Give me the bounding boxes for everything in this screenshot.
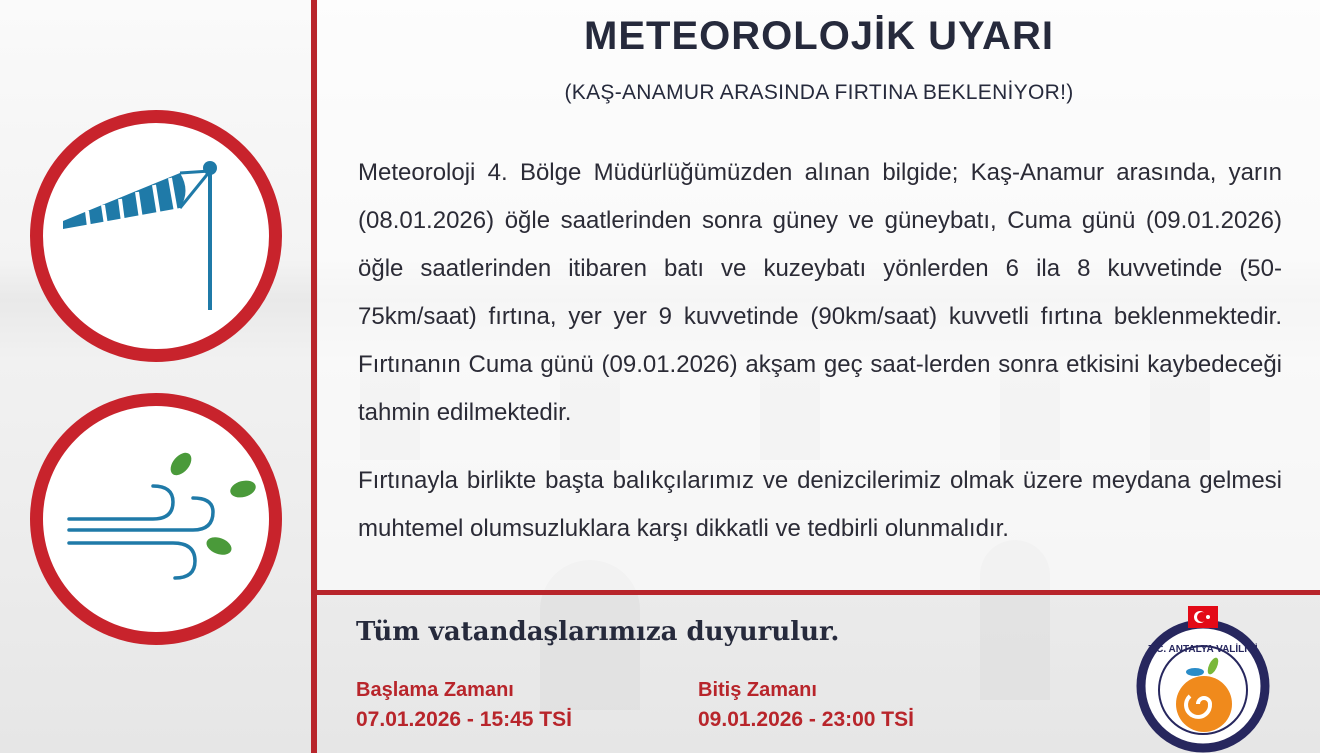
- advice-paragraph: Fırtınayla birlikte başta balıkçılarımız ve denizcilerimiz olmak üzere meydana gelmesi muhtemel olumsuzluklara karşı dikkatli ve tedbirli olunmalıdır.: [358, 467, 1282, 542]
- start-value: 07.01.2026 - 15:45 TSİ: [356, 708, 572, 731]
- subtitle: (KAŞ-ANAMUR ARASINDA FIRTINA BEKLENİYOR!): [564, 81, 1074, 104]
- wind-leaves-icon: [43, 406, 269, 632]
- antalya-valiligi-logo: [1128, 604, 1278, 753]
- end-value: 09.01.2026 - 23:00 TSİ: [698, 708, 914, 731]
- page-title: METEOROLOJİK UYARI: [584, 14, 1054, 58]
- wind-badge: [30, 393, 282, 645]
- windsock-badge: [30, 110, 282, 362]
- divider-vertical: [311, 0, 317, 753]
- announcement: Tüm vatandaşlarımıza duyurulur.: [356, 617, 840, 647]
- windsock-icon: [43, 123, 269, 349]
- warning-paragraph: Meteoroloji 4. Bölge Müdürlüğümüzden alınan bilgide; Kaş-Anamur arasında, yarın (08.01.2026) öğle saatlerinden sonra güney ve güneybatı, Cuma günü (09.01.2026) öğle saatlerinden itibaren batı ve kuzeybatı yönlerden 6 ila 8 kuvvetinde (50-75km/saat) fırtına, yer yer 9 kuvvetinde (90km/saat) kuvvetli fırtına beklenmektedir. Fırtınanın Cuma günü (09.01.2026) akşam geç saat-lerden sonra etkisini kaybedeceği tahmin edilmektedir.: [358, 159, 1282, 426]
- svg-text:T.C. ANTALYA VALİLİĞİ: T.C. ANTALYA VALİLİĞİ: [1148, 644, 1258, 655]
- end-label: Bitiş Zamanı: [698, 679, 817, 701]
- start-label: Başlama Zamanı: [356, 679, 514, 701]
- divider-horizontal: [317, 590, 1320, 595]
